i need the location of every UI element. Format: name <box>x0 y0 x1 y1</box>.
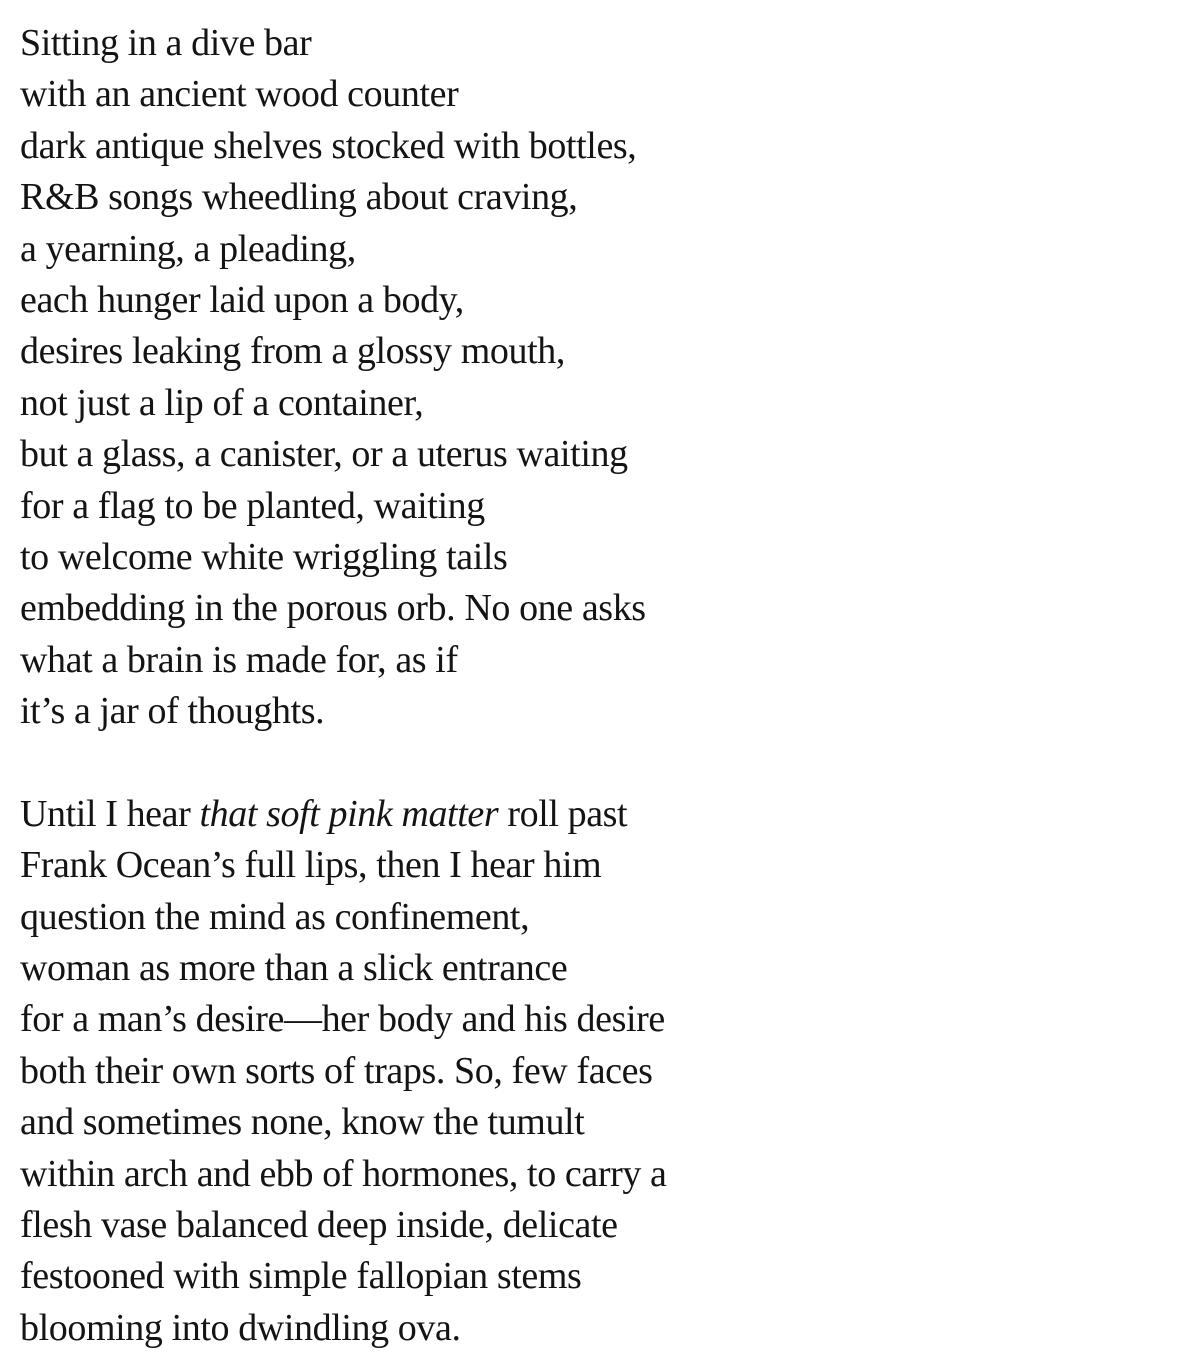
poem-line: to welcome white wriggling tails <box>20 535 508 578</box>
stanza-2 <box>20 789 1160 1354</box>
poem-line: flesh vase balanced deep inside, delicate <box>20 1203 618 1246</box>
line-text-after: roll past <box>498 792 628 835</box>
poem-line: blooming into dwindling ova. <box>20 1306 461 1349</box>
italic-phrase: that soft pink matter <box>199 792 499 835</box>
poem-line: Frank Ocean’s full lips, then I hear him <box>20 844 602 887</box>
poem-line: both their own sorts of traps. So, few faces <box>20 1049 653 1092</box>
line-text-before: Until I hear <box>20 792 200 835</box>
poem-line: with an ancient wood counter <box>20 73 459 116</box>
poem-line: embedding in the porous orb. No one asks <box>20 587 646 630</box>
poem-text <box>20 18 1160 1354</box>
poem-line: within arch and ebb of hormones, to carry a <box>20 1152 667 1195</box>
poem-line: dark antique shelves stocked with bottles, <box>20 124 637 167</box>
poem-line: and sometimes none, know the tumult <box>20 1101 585 1144</box>
poem-line: each hunger laid upon a body, <box>20 278 464 321</box>
poem-line-with-italic <box>20 789 1160 840</box>
poem-line: R&B songs wheedling about craving, <box>20 176 578 219</box>
poem-line: Sitting in a dive bar <box>20 22 312 64</box>
poem-line: a yearning, a pleading, <box>20 227 356 270</box>
poem-line: woman as more than a slick entrance <box>20 947 568 990</box>
poem-line: but a glass, a canister, or a uterus waiting <box>20 433 628 476</box>
poem-line: desires leaking from a glossy mouth, <box>20 330 565 373</box>
poem-line: question the mind as confinement, <box>20 895 530 938</box>
poem-line: for a man’s desire—her body and his desire <box>20 998 665 1041</box>
poem-line: festooned with simple fallopian stems <box>20 1255 582 1298</box>
poem-line: what a brain is made for, as if <box>20 638 458 681</box>
poem-line: not just a lip of a container, <box>20 381 424 424</box>
stanza-1 <box>20 18 1160 737</box>
stanza-break <box>20 737 1160 788</box>
poem-line: for a flag to be planted, waiting <box>20 484 485 527</box>
poem-line: it’s a jar of thoughts. <box>20 690 325 733</box>
